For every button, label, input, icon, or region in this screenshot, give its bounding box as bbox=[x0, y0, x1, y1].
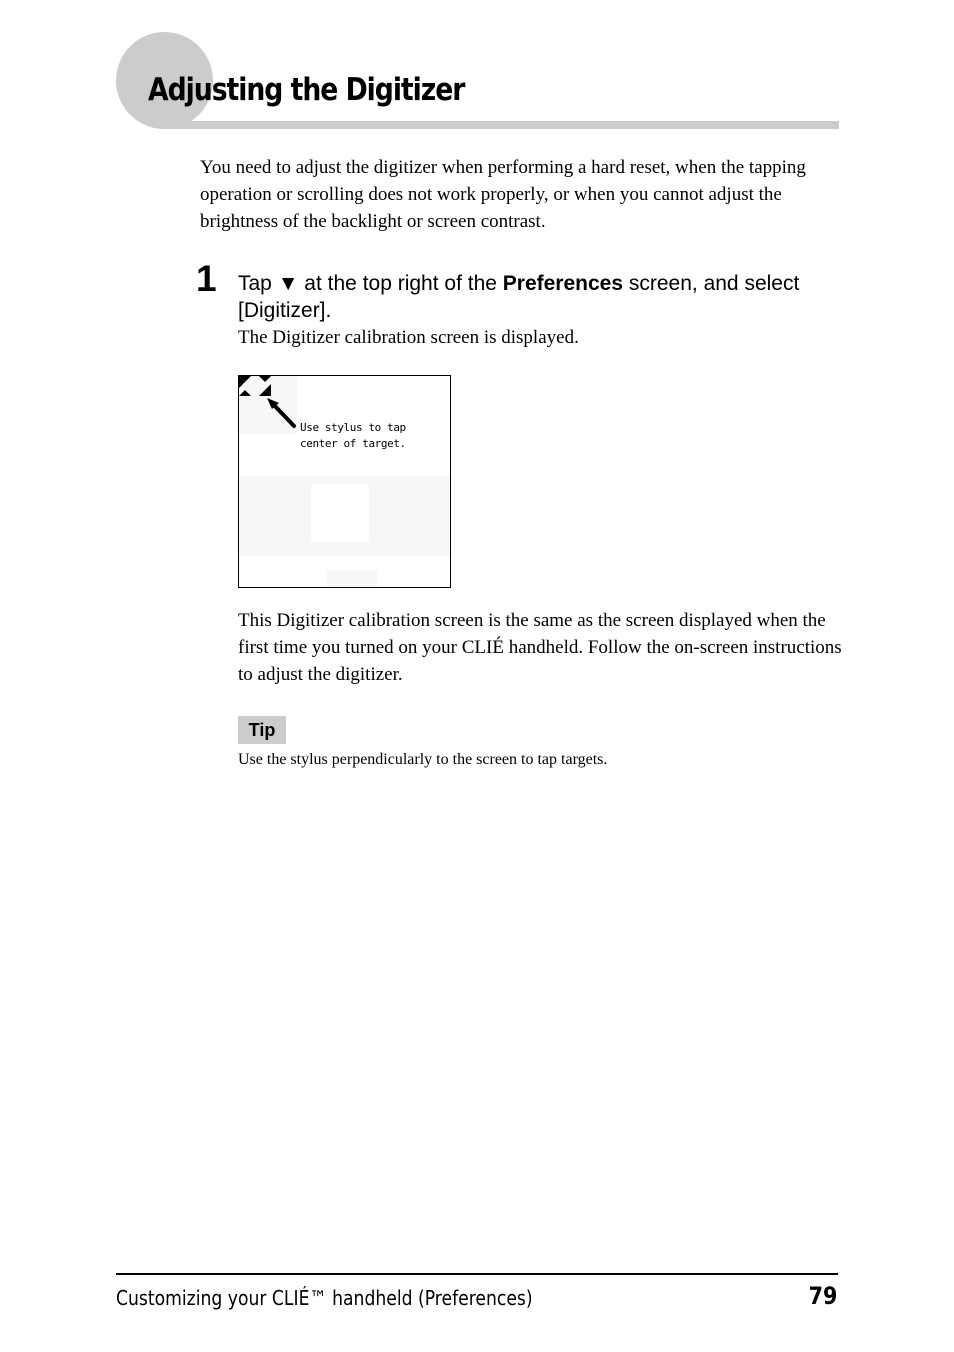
page-number: 79 bbox=[808, 1282, 837, 1310]
tip-label: Tip bbox=[238, 716, 286, 744]
calibration-target-icon bbox=[239, 376, 301, 434]
footer-section-title: Customizing your CLIÉ™ handheld (Preferences) bbox=[116, 1286, 533, 1310]
step-instruction-bold: Preferences bbox=[502, 272, 624, 295]
step-instruction-prefix: Tap ▼ at the top right of the bbox=[238, 272, 503, 295]
footer-rule bbox=[116, 1273, 838, 1275]
calibration-message-line1: Use stylus to tap bbox=[300, 421, 406, 434]
screen-shade bbox=[311, 484, 369, 542]
intro-paragraph: You need to adjust the digitizer when performing a hard reset, when the tapping operation or scrolling does not work properly, or when you cannot adjust the brightness of the backlight or screen contrast. bbox=[200, 157, 806, 232]
calibration-message-line2: center of target. bbox=[300, 437, 406, 450]
step-number: 1 bbox=[196, 258, 217, 299]
calibration-screen-figure bbox=[238, 375, 451, 588]
step-instruction-suffix: screen, and select [Digitizer]. bbox=[238, 272, 800, 322]
step-instruction bbox=[238, 270, 848, 324]
heading-rule bbox=[164, 121, 839, 129]
calibration-message bbox=[300, 420, 406, 452]
tip-text: Use the stylus perpendicularly to the screen to tap targets. bbox=[238, 751, 608, 768]
screen-shade bbox=[327, 570, 377, 587]
arrow-icon bbox=[267, 398, 294, 426]
step-result: The Digitizer calibration screen is displayed. bbox=[238, 327, 579, 348]
description-paragraph: This Digitizer calibration screen is the same as the screen displayed when the first time you turned on your CLIÉ handheld. Follow the on-screen instructions to adjust the digitizer. bbox=[238, 610, 842, 685]
page-title: Adjusting the Digitizer bbox=[148, 72, 465, 108]
